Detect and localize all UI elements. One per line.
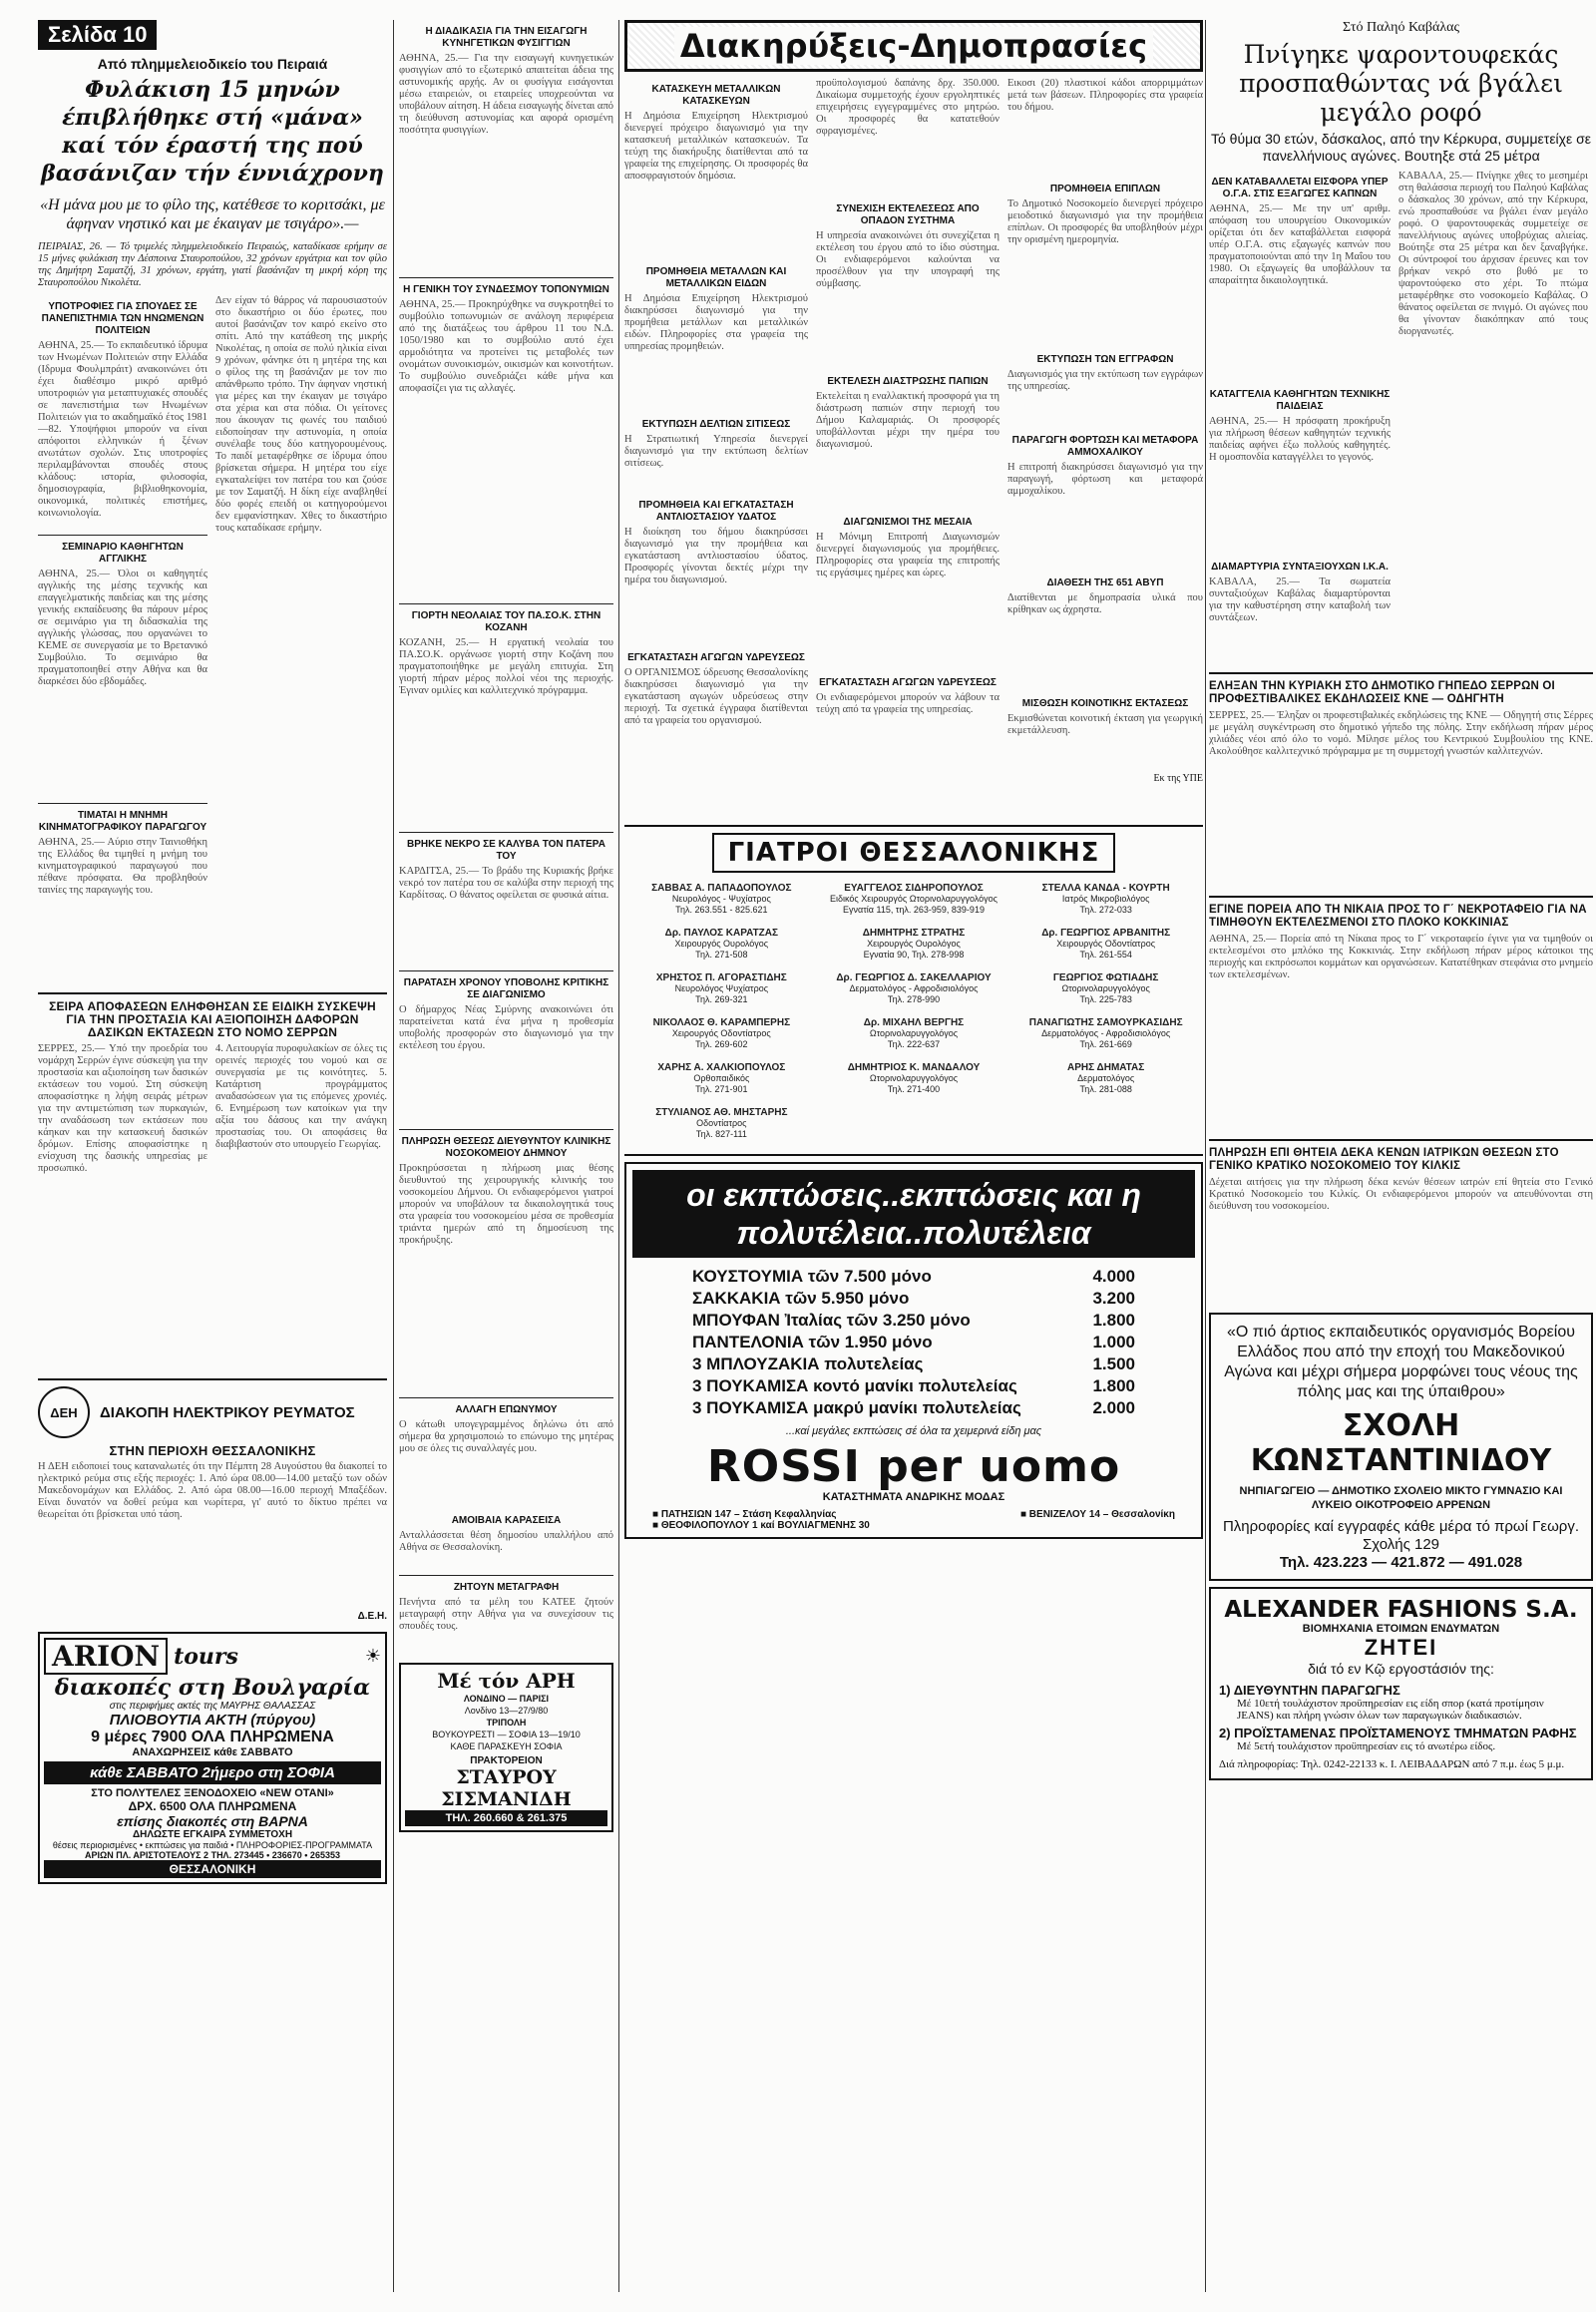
sale-item: ΚΟΥΣΤΟΥΜΙΑ τῶν 7.500 μόνο	[692, 1267, 932, 1286]
doctor-entry	[630, 928, 813, 961]
subhead: Τό θύμα 30 ετών, δάσκαλος, από την Κέρκυρα, συμμετείχε σε πανελλήνιους αγώνες. Βουτηξε στά 25 μέτρα	[1210, 131, 1592, 164]
arion-address: ΑΡΙΩΝ ΠΛ. ΑΡΙΣΤΟΤΕΛΟΥΣ 2 ΤΗΛ. 273445 • 236670 • 265353	[85, 1850, 340, 1860]
doctor-entry	[630, 1017, 813, 1050]
doctor-name: ΝΙΚΟΛΑΟΣ Θ. ΚΑΡΑΜΠΕΡΗΣ	[652, 1017, 791, 1028]
doctor-address: Τηλ. 271-901	[695, 1084, 748, 1094]
alex-for: διά τό εν Κῷ εργοστάσιόν της:	[1308, 1661, 1494, 1677]
doctor-name: Δρ. ΜΙΧΑΗΛ ΒΕΡΓΗΣ	[863, 1017, 965, 1028]
alex-job2: 2) ΠΡΟΪΣΤΑΜΕΝΑΣ ΠΡΟΪΣΤΑΜΕΝΟΥΣ ΤΜΗΜΑΤΩΝ ΡΑΦΗΣ	[1219, 1726, 1577, 1740]
kicker: Από πλημμελειοδικείο του Πειραιά	[97, 56, 328, 72]
doctor-name: ΑΡΗΣ ΔΗΜΑΤΑΣ	[1067, 1062, 1145, 1073]
agency-phone: ΤΗΛ. 260.660 & 261.375	[405, 1810, 607, 1826]
alex-job2-desc: Μέ 5ετή τουλάχιστον προϋπηρεσίαν εις τό ανωτέρω είδος.	[1237, 1740, 1496, 1752]
sale-row	[692, 1288, 1135, 1310]
doctor-name: ΧΡΗΣΤΟΣ Π. ΑΓΟΡΑΣΤΙΔΗΣ	[655, 972, 787, 983]
article-text: ΑΘΗΝΑ, 25.— Για την εισαγωγή κυνηγετικών φυσιγγίων από το εξωτερικό απαιτείται άδεια της αστυνομικής αρχής. Αν οι φυσίγγια εισάγονται μέσω εταιρειών, οι εταιρείες υποχρεούνται να υποβάλουν αίτηση. Η άδεια εισαγωγής δίνεται από τη διεύθυνση αστυνομίας και αφορά ορισμένη ποσότητα φυσιγγίων.	[399, 53, 613, 136]
sale-price: 3.200	[1092, 1289, 1135, 1308]
rossi-address: ■ ΒΕΝΙΖΕΛΟΥ 14 – Θεσσαλονίκη	[1019, 1509, 1175, 1520]
sale-price: 1.500	[1092, 1354, 1135, 1373]
arion-tours: tours	[174, 1643, 238, 1670]
arion-departure: ΑΝΑΧΩΡΗΣΕΙΣ κάθε ΣΑΒΒΑΤΟ	[132, 1746, 293, 1758]
headline-procession: ΕΓΙΝΕ ΠΟΡΕΙΑ ΑΠΟ ΤΗ ΝΙΚΑΙΑ ΠΡΟΣ ΤΟ Γ΄ ΝΕΚΡΟΤΑΦΕΙΟ ΓΙΑ ΝΑ ΤΙΜΗΘΟΥΝ ΕΚΤΕΛΕΣΜΕΝΟΙ ΣΤΟ ΠΛΟΚΟ ΚΟΚΚΙΝΙΑΣ	[1209, 904, 1587, 929]
headline-reconciliation: ΑΜΟΙΒΑΙΑ ΚΑΡΑΣΕΙΣΑ	[451, 1515, 562, 1526]
article-text: ΑΘΗΝΑ, 25.— Πορεία από τη Νίκαια προς το Γ΄ νεκροταφείο έγινε για να τιμηθούν οι εκτελεσμένοι στο μπλόκο της Κοκκινιάς. Στην εκδήλωση πήραν μέρος κάτοικοι της περιοχής και εκπρόσωποι κομμάτων και οργανώσεων. Κατατέθηκαν στεφάνια στο μνημείο των εκτελεσμένων.	[1209, 934, 1593, 980]
doctor-address: Τηλ. 261-554	[1079, 950, 1132, 960]
doctor-entry	[630, 1107, 813, 1140]
article-text: Εκμισθώνεται κοινοτική έκταση για γεωργική εκμετάλλευση.	[1007, 713, 1203, 736]
article-text: ΣΕΡΡΕΣ, 25.— Έληξαν οι προφεστιβαλικές εκδηλώσεις της ΚΝΕ — Οδηγητή στις Σέρρες με μεγάλη συγκέντρωση στο δημοτικό γήπεδο της πόλης. Στην εκδήλωση πήραν μέρος χιλιάδες νέοι από όλο το νομό. Μίλησε μέλος του Κεντρικού Συμβουλίου της ΚΝΕ. Ακολούθησε καλλιτεχνικό πρόγραμμα με τη συμμετοχή γνωστών καλλιτεχνών.	[1209, 710, 1593, 757]
tender-headline: ΠΡΟΜΗΘΕΙΑ ΜΕΤΑΛΛΩΝ ΚΑΙ ΜΕΤΑΛΛΙΚΩΝ ΕΙΔΩΝ	[645, 266, 787, 289]
headline-pensioners: ΔΙΑΜΑΡΤΥΡΙΑ ΣΥΝΤΑΞΙΟΥΧΩΝ Ι.Κ.Α.	[1211, 562, 1389, 573]
doctor-specialty: Ωτορινολαρυγγολόγος	[1061, 983, 1150, 993]
article-text: ΚΑΡΔΙΤΣΑ, 25.— Το βράδυ της Κυριακής βρήκε νεκρό τον πατέρα του σε καλύβα στην περιοχή της Καρδίτσας. Ο θάνατος οφείλεται σε φυσικά αίτια.	[399, 866, 613, 901]
arion-varna: επίσης διακοπές στη ΒΑΡΝΑ	[117, 1813, 308, 1829]
doctor-entry	[630, 1062, 813, 1095]
alex-wants: ΖΗΤΕΙ	[1364, 1635, 1438, 1660]
tender-headline: ΕΚΤΕΛΕΣΗ ΔΙΑΣΤΡΩΣΗΣ ΠΑΠΙΩΝ	[827, 376, 989, 387]
article-text: Δεν είχαν τό θάρρος νά παρουσιαστούν στο δικαστήριο οι δύο έρωτες, που αυτοί βασάνιζαν τον καιρό εκείνο στο σπίτι. Από την κατάθεση της μικρής Νικολέτας, η οποία σε πολύ ηλικία είναι 9 χρόνων, φάνηκε ότι η μητέρα της και ο φίλος της τη βασάνιζαν με τον πιο απάνθρωπο τρόπο. Την άφηναν νηστική για μέρες και την έκαιγαν με τσιγάρο στα χέρια και στα πόδια. Οι γείτονες που άκουγαν τις φωνές του παιδιού ειδοποίησαν την αστυνομία, η οποία συνέλαβε τους δύο κατηγορουμένους. Το παιδί μεταφέρθηκε σε ίδρυμα όπου βρίσκεται σήμερα. Η μητέρα του είχε εγκαταλείψει τον πατέρα του και ζούσε με τον Σαματζή. Η δίκη είχε αναβληθεί δύο φορές επειδή οι κατηγορούμενοι δεν εμφανίστηκαν. Χθες το δικαστήριο τους καταδίκασε ερήμην.	[215, 295, 387, 534]
doctor-name: Δρ. ΠΑΥΛΟΣ ΚΑΡΑΤΖΑΣ	[664, 928, 779, 939]
headline-kne: ΕΛΗΞΑΝ ΤΗΝ ΚΥΡΙΑΚΗ ΣΤΟ ΔΗΜΟΤΙΚΟ ΓΗΠΕΔΟ ΣΕΡΡΩΝ ΟΙ ΠΡΟΦΕΣΤΙΒΑΛΙΚΕΣ ΕΚΔΗΛΩΣΕΙΣ ΚΝΕ — ΟΔΗΓΗΤΗ	[1209, 680, 1555, 705]
arion-sofia-hotel: ΣΤΟ ΠΟΛΥΤΕΛΕΣ ΞΕΝΟΔΟΧΕΙΟ «NEW OTANI»	[91, 1787, 334, 1799]
tender-headline: ΚΑΤΑΣΚΕΥΗ ΜΕΤΑΛΛΙΚΩΝ ΚΑΤΑΣΚΕΥΩΝ	[651, 84, 781, 107]
doctor-address: Τηλ. 269-602	[695, 1039, 748, 1049]
doctor-name: ΕΥΑΓΓΕΛΟΣ ΣΙΔΗΡΟΠΟΥΛΟΣ	[844, 883, 984, 894]
doctor-specialty: Δερματολόγος - Αφροδισιολόγος	[1041, 1028, 1171, 1038]
sale-item: ΠΑΝΤΕΛΟΝΙΑ τῶν 1.950 μόνο	[692, 1333, 933, 1351]
sale-row	[692, 1375, 1135, 1397]
article-text: 4. Λειτουργία πυροφυλακίων σε όλες τις ορεινές περιοχές του νομού και σε συνεργασία με τις κοινότητες. 5. Κατάρτιση προγράμματος αναδασώσεων για τις επόμενες χρονιές. 6. Ενημέρωση των κατοίκων για την αξία του δάσους και την ανάγκη προστασίας του. Οι αποφάσεις θα διαβιβαστούν στο υπουργείο Γεωργίας.	[215, 1043, 387, 1150]
article-text: ΣΕΡΡΕΣ, 25.— Υπό την προεδρία του νομάρχη Σερρών έγινε σύσκεψη για την προστασία και αξιοποίηση των δασικών εκτάσεων του νομού. Στη σύσκεψη αποφασίστηκε η λήψη σειράς μέτρων για την αντιμετώπιση των πυρκαγιών, την αναδάσωση των εκτάσεων που κάηκαν και την κατασκευή δασικών δρόμων. Επίσης αποφασίστηκε η ενίσχυση της δασικής υπηρεσίας με προσωπικό.	[38, 1043, 207, 1174]
sale-banner: οι εκπτώσεις..εκπτώσεις και η πολυτέλεια..πολυτέλεια	[632, 1170, 1195, 1258]
doctor-address: Τηλ. 269-321	[695, 994, 748, 1004]
doctor-address: Τηλ. 263.551 - 825.621	[675, 905, 768, 915]
rossi-address: ■ ΠΑΤΗΣΙΩΝ 147 – Στάση Κεφαλληνίας	[652, 1509, 837, 1520]
article-text: Ανταλλάσσεται θέση δημοσίου υπαλλήλου από Αθήνα σε Θεσσαλονίκη.	[399, 1530, 613, 1553]
column-divider	[1205, 20, 1206, 2292]
school-name: ΣΧΟΛΗ ΚΩΝΣΤΑΝΤΙΝΙΔΟΥ	[1250, 1408, 1552, 1478]
doctor-entry	[1014, 883, 1197, 916]
article-text: ΑΘΗΝΑ, 25.— Με την υπ' αριθμ. απόφαση του υπουργείου Οικονομικών ορίζεται ότι δεν καταβάλλεται εισφορά υπέρ Ο.Γ.Α. στις εξαγωγές καπνών που πραγματοποιούνται από την 1η Μαΐου του 1980. Οι εξαγωγείς θα υποβάλλουν τα απαραίτητα δικαιολογητικά.	[1209, 203, 1391, 286]
doctor-specialty: Χειρουργός Ουρολόγος	[674, 939, 769, 949]
article-text: Η επιτροπή διακηρύσσει διαγωνισμό για την παραγωγή, φόρτωση και μεταφορά αμμοχαλίκου.	[1007, 462, 1203, 497]
headline-pasok: ΓΙΟΡΤΗ ΝΕΟΛΑΙΑΣ ΤΟΥ ΠΑ.ΣΟ.Κ. ΣΤΗΝ ΚΟΖΑΝΗ	[411, 610, 601, 633]
doctor-entry	[823, 928, 1005, 961]
doctors-title: ΓΙΑΤΡΟΙ ΘΕΣΣΑΛΟΝΙΚΗΣ	[712, 833, 1116, 873]
sun-icon: ☀	[364, 1646, 381, 1667]
article-text: Προκηρύσσεται η πλήρωση μιας θέσης διευθυντού της χειρουργικής κλινικής του νοσοκομείου Δήμνου. Οι ενδιαφερόμενοι γιατροί μπορούν να υποβάλουν τα δικαιολογητικά τους στα γραφεία του νοσοκομείου μέσα σε προθεσμία τριάντα ημερών από τη δημοσίευση της προκήρυξης.	[399, 1163, 613, 1246]
article-text: Η υπηρεσία ανακοινώνει ότι συνεχίζεται η εκτέλεση του έργου από το ίδιο σύστημα. Οι ενδιαφερόμενοι καλούνται να προσέλθουν για την υπογραφή της σύμβασης.	[816, 230, 999, 289]
arion-sub: στις περιφήμες ακτές της ΜΑΥΡΗΣ ΘΑΛΑΣΣΑΣ	[109, 1701, 316, 1712]
headline-scholarships: ΥΠΟΤΡΟΦΙΕΣ ΓΙΑ ΣΠΟΥΔΕΣ ΣΕ ΠΑΝΕΠΙΣΤΗΜΙΑ ΤΩΝ ΗΝΩΜΕΝΩΝ ΠΟΛΙΤΕΙΩΝ	[41, 301, 204, 336]
article-text: ΑΘΗΝΑ, 25.— Προκηρύχθηκε να συγκροτηθεί το συμβούλιο τοπωνυμιών σε ανάλογη περιφέρεια από της διατάξεως του άρθρου 11 του Ν.Δ. 1050/1980 και το συμβούλιο αυτό έχει αρμοδιότητα να προτείνει τις μεταβολές των ονομάτων συνοικισμών, οικισμών και κοινοτήτων. Το συμβούλιο συνεδριάζει κάθε μήνα και αποφασίζει για τις αλλαγές.	[399, 299, 613, 394]
tender-headline: ΔΙΑΘΕΣΗ ΤΗΣ 651 ΑΒΥΠ	[1046, 578, 1164, 588]
tenders-banner: Διακηρύξεις-Δημοπρασίες	[624, 20, 1203, 72]
school-phone: Τηλ. 423.223 — 421.872 — 491.028	[1279, 1554, 1523, 1571]
sale-row	[692, 1332, 1135, 1353]
headline-union: Η ΓΕΝΙΚΗ ΤΟΥ ΣΥΝΔΕΣΜΟΥ ΤΟΠΟΝΥΜΙΩΝ	[403, 284, 609, 295]
sale-price: 1.800	[1092, 1376, 1135, 1395]
tender-headline: ΔΙΑΓΩΝΙΣΜΟΙ ΤΗΣ ΜΕΣΑΙΑ	[843, 517, 973, 528]
deh-region: ΣΤΗΝ ΠΕΡΙΟΧΗ ΘΕΣΣΑΛΟΝΙΚΗΣ	[109, 1443, 316, 1458]
doctor-entry	[1014, 1017, 1197, 1050]
article-text: Πενήντα από τα μέλη του ΚΑΤΕΕ ζητούν μεταγραφή στην Αθήνα για να συνεχίσουν τις σπουδές τους.	[399, 1597, 613, 1632]
main-headline: Φυλάκιση 15 μηνών έπιβλήθηκε στή «μάνα» καί τόν έραστή της πού βασάνιζαν τήν έννιάχρονη	[41, 77, 384, 187]
tender-headline: ΕΓΚΑΤΑΣΤΑΣΗ ΑΓΩΓΩΝ ΥΔΡΕΥΣΕΩΣ	[627, 652, 805, 663]
sale-item: 3 ΜΠΛΟΥΖΑΚΙΑ πολυτελείας	[692, 1354, 924, 1373]
deh-logo-icon: ΔΕΗ	[38, 1386, 90, 1438]
doctor-specialty: Δερματολόγος	[1077, 1073, 1135, 1083]
sale-item: ΜΠΟΥΦΑΝ Ἰταλίας τῶν 3.250 μόνο	[692, 1311, 971, 1330]
alex-name: ALEXANDER FASHIONS S.A.	[1224, 1597, 1578, 1623]
sale-row	[692, 1397, 1135, 1419]
headline-extension: ΠΑΡΑΤΑΣΗ ΧΡΟΝΟΥ ΥΠΟΒΟΛΗΣ ΚΡΙΤΙΚΗΣ ΣΕ ΔΙΑΓΩΝΙΣΜΟ	[403, 977, 609, 1000]
doctor-entry	[1014, 972, 1197, 1005]
doctor-name: ΧΑΡΗΣ Α. ΧΑΛΚΙΟΠΟΥΛΟΣ	[657, 1062, 786, 1073]
article-text: Ο κάτωθι υπογεγραμμένος δηλώνω ότι από σήμερα θα χρησιμοποιώ το επώνυμο της μητέρας μου σε όλες τις συναλλαγές μου.	[399, 1419, 613, 1454]
school-ad[interactable]	[1209, 1313, 1593, 1581]
doctor-address: Τηλ. 272-033	[1079, 905, 1132, 915]
rossi-ad[interactable]	[624, 1162, 1203, 1539]
tender-headline: ΣΥΝΕΧΙΣΗ ΕΚΤΕΛΕΣΕΩΣ ΑΠΟ ΟΠΑΔΟΝ ΣΥΣΤΗΜΑ	[836, 203, 980, 226]
article-text: Το Δημοτικό Νοσοκομείο διενεργεί πρόχειρο μειοδοτικό διαγωνισμό για την προμήθεια επίπλων. Οι προσφορές θα υποβληθούν μέχρι την ορισμένη ημερομηνία.	[1007, 198, 1203, 245]
article-text: Διαγωνισμός για την εκτύπωση των εγγράφων της υπηρεσίας.	[1007, 369, 1203, 392]
kicker: Στό Παληό Καβάλας	[1342, 20, 1459, 35]
doctor-entry	[823, 972, 1005, 1005]
sale-row	[692, 1310, 1135, 1332]
arion-sofia: κάθε ΣΑΒΒΑΤΟ 2ήμερο στη ΣΟΦΙΑ	[44, 1761, 381, 1784]
article-text: Οι ενδιαφερόμενοι μπορούν να λάβουν τα τεύχη από τα γραφεία της υπηρεσίας.	[816, 692, 999, 715]
doctor-specialty: Χειρουργός Οδοντίατρος	[1056, 939, 1156, 949]
doctor-address: Τηλ. 225-783	[1079, 994, 1132, 1004]
rossi-address: ■ ΘΕΟΦΙΛΟΠΟΥΛΟΥ 1 καί ΒΟΥΛΙΑΓΜΕΝΗΣ 30	[652, 1520, 870, 1531]
arion-boat: ΠΛΙΟΒΟΥΤΙΑ ΑΚΤΗ (πύργου)	[109, 1712, 316, 1729]
article-text: Δέχεται αιτήσεις για την πλήρωση δέκα κενών θέσεων ιατρών επί θητεία στο Γενικό Κρατικό Νοσοκομείο του Κιλκίς. Οι ενδιαφερόμενοι μπορούν να απευθύνονται στη διεύθυνση του νοσοκομείου.	[1209, 1177, 1593, 1212]
tenders-signature: Εκ της ΥΠΕ	[1153, 773, 1203, 784]
sale-price: 1.800	[1092, 1311, 1135, 1330]
article-text: Η Στρατιωτική Υπηρεσία διενεργεί διαγωνισμό για την εκτύπωση δελτίων σιτίσεως.	[624, 434, 808, 469]
sale-item: 3 ΠΟΥΚΑΜΙΣΑ κοντό μανίκι πολυτελείας	[692, 1376, 1017, 1395]
article-text: Η διοίκηση του δήμου διακηρύσσει διαγωνισμό για την προμήθεια και εγκατάσταση αντλιοστασίου ύδατος. Προσφορές γίνονται δεκτές μέχρι την ημέρα του διαγωνισμού.	[624, 527, 808, 585]
sale-price: 2.000	[1092, 1398, 1135, 1417]
doctor-specialty: Ωτορινολαρυγγολόγος	[869, 1028, 959, 1038]
article-text: Ο ΟΡΓΑΝΙΣΜΟΣ ύδρευσης Θεσσαλονίκης διακηρύσσει διαγωνισμό για την εγκατάσταση αγωγών υδρεύσεως στην περιοχή. Τα σχετικά έγγραφα διατίθενται από τα γραφεία του οργανισμού.	[624, 667, 808, 726]
doctor-name: Δρ. ΓΕΩΡΓΙΟΣ Δ. ΣΑΚΕΛΛΑΡΙΟΥ	[836, 972, 992, 983]
headline-seminar: ΣΕΜΙΝΑΡΙΟ ΚΑΘΗΓΗΤΩΝ ΑΓΓΛΙΚΗΣ	[62, 542, 184, 565]
doctor-name: ΣΤΕΛΛΑ ΚΑΝΔΑ - ΚΟΥΡΤΗ	[1041, 883, 1170, 894]
ari-travel-ad[interactable]	[399, 1663, 613, 1832]
ari-line: ΒΟΥΚΟΥΡΕΣΤΙ — ΣΟΦΙΑ 13—19/10	[432, 1730, 581, 1739]
ari-line: ΚΑΘΕ ΠΑΡΑΣΚΕΥΗ ΣΟΦΙΑ	[450, 1741, 563, 1751]
doctor-address: Εγνατία 90, Τηλ. 278-998	[863, 950, 965, 960]
doctor-specialty: Ειδικός Χειρουργός Ωτορινολαρυγγολόγος	[829, 894, 998, 904]
deh-signature: Δ.Ε.Η.	[357, 1611, 387, 1622]
doctor-specialty: Οδοντίατρος	[696, 1118, 747, 1128]
headline-name-change: ΑΛΛΑΓΗ ΕΠΩΝΥΜΟΥ	[455, 1404, 558, 1415]
arion-price: 9 μέρες 7900 ΟΛΑ ΠΛΗΡΩΜΕΝΑ	[91, 1729, 334, 1745]
article-text: Η Δημόσια Επιχείρηση Ηλεκτρισμού διακηρύσσει διαγωνισμό για την προμήθεια μετάλλων και μεταλλικών ειδών. Πληροφορίες στα γραφεία της υπηρεσίας προμηθειών.	[624, 293, 808, 352]
article-text: Εικοσι (20) πλαστικοί κάδοι απορριμμάτων μετά των βάσεων. Πληροφορίες στα γραφεία του δήμου.	[1007, 78, 1203, 113]
column-divider	[618, 20, 619, 2292]
agency-owner: ΣΤΑΥΡΟΥ ΣΙΣΜΑΝΙΔΗ	[441, 1766, 572, 1810]
school-quote: «Ο πιό άρτιος εκπαιδευτικός οργανισμός Βορείου Ελλάδος που από την εποχή του Μακεδονικού Αγώνα και μέχρι σήμερα μορφώνει τους νέους της πόλης μας και της ύπαιθρου»	[1224, 1324, 1578, 1400]
sale-row	[692, 1353, 1135, 1375]
doctor-entry	[630, 883, 813, 916]
doctor-address: Τηλ. 827-111	[695, 1129, 747, 1139]
sale-item: 3 ΠΟΥΚΑΜΙΣΑ μακρύ μανίκι πολυτελείας	[692, 1398, 1021, 1417]
arion-holidays: διακοπές στη Βουλγαρία	[54, 1675, 371, 1701]
article-text: ΑΘΗΝΑ, 25.— Αύριο στην Ταινιοθήκη της Ελλάδος θα τιμηθεί η μνήμη του κινηματογραφικού παραγωγού που πέθανε πρόσφατα. Θα προβληθούν ταινίες της παραγωγής του.	[38, 837, 207, 896]
tender-headline: ΕΓΚΑΤΑΣΤΑΣΗ ΑΓΩΓΩΝ ΥΔΡΕΥΣΕΩΣ	[819, 677, 997, 688]
arion-note2: θέσεις περιορισμένες • εκπτώσεις για παιδιά • ΠΛΗΡΟΦΟΡΙΕΣ-ΠΡΟΓΡΑΜΜΑΤΑ	[52, 1840, 373, 1850]
article-text: ΑΘΗΝΑ, 25.— Το εκπαιδευτικό ίδρυμα των Ηνωμένων Πολιτειών στην Ελλάδα (Ιδρυμα Φουλμπράιτ) ανακοινώνει ότι έχει διαθέσιμο μικρό αριθμό υποτροφιών για μεταπτυχιακές σπουδές σε πανεπιστήμια των Ηνωμένων Πολιτειών για το ακαδημαϊκό έτος 1981—82. Υποψήφιοι μπορούν να είναι απόφοιτοι ελληνικών ή ξένων ανωτάτων σχολών. Στις υποτροφίες περιλαμβάνονται σπουδές στους κλάδους: ιστορία, φιλοσοφία, δημοσιογραφία, βιβλιοθηκονομία, οικονομικά, πολιτικές επιστήμες, κοινωνιολογία.	[38, 340, 207, 519]
school-info: Πληροφορίες καί εγγραφές κάθε μέρα τό πρωί Γεωργ. Σχολής 129	[1222, 1518, 1580, 1553]
doctor-specialty: Νευρολόγος - Ψυχίατρος	[671, 894, 771, 904]
sale-item: ΣΑΚΚΑΚΙΑ τῶν 5.950 μόνο	[692, 1289, 910, 1308]
doctor-specialty: Ιατρός Μικροβιολόγος	[1061, 894, 1150, 904]
doctor-address: Τηλ. 271-400	[887, 1084, 941, 1094]
column-3	[624, 20, 1203, 1539]
arion-note1: ΔΗΛΩΣΤΕ ΕΓΚΑΙΡΑ ΣΥΜΜΕΤΟΧΗ	[132, 1829, 293, 1840]
article-text: Εκτελείται η εναλλακτική προσφορά για τη διάστρωση παπιών στην περιοχή του Δήμου Καλαμαριάς. Οι προσφορές υποβάλλονται μέχρι την ημέρα του διαγωνισμού.	[816, 391, 999, 450]
headline-hunting: Η ΔΙΑΔΙΚΑΣΙΑ ΓΙΑ ΤΗΝ ΕΙΣΑΓΩΓΗ ΚΥΝΗΓΕΤΙΚΩΝ ΦΥΣΙΓΓΙΩΝ	[425, 26, 588, 49]
headline-oga: ΔΕΝ ΚΑΤΑΒΑΛΛΕΤΑΙ ΕΙΣΦΟΡΑ ΥΠΕΡ Ο.Γ.Α. ΣΤΙΣ ΕΞΑΓΩΓΕΣ ΚΑΠΝΩΝ	[1211, 177, 1389, 199]
doctor-specialty: Ωτορινολαρυγγολόγος	[869, 1073, 959, 1083]
column-2	[399, 20, 613, 1838]
article-text: Η ΔΕΗ ειδοποιεί τους καταναλωτές ότι την Πέμπτη 28 Αυγούστου θα διακοπεί το ηλεκτρικό ρεύμα στις εξής περιοχές: 1. Από ώρα 08.00—14.00 μεταξύ των οδών Μακεδονομάχων και Ελλάδος. 2. Από ώρα 08.00—16.00 περιοχή Μπαξέδων. Είναι δυνατόν να δοθεί ρεύμα και νωρίτερα, γι' αυτό το δίκτυο πρέπει να θεωρείται ότι βρίσκεται υπό τάση.	[38, 1461, 387, 1520]
sale-price-list	[632, 1258, 1195, 1423]
headline-forests: ΣΕΙΡΑ ΑΠΟΦΑΣΕΩΝ ΕΛΗΦΘΗΣΑΝ ΣΕ ΕΙΔΙΚΗ ΣΥΣΚΕΨΗ ΓΙΑ ΤΗΝ ΠΡΟΣΤΑΣΙΑ ΚΑΙ ΑΞΙΟΠΟΙΗΣΗ ΔΑΦΟΡΩΝ ΔΑΣΙΚΩΝ ΕΚΤΑΣΕΩΝ ΣΤΟ ΝΟΜΟ ΣΕΡΡΩΝ	[49, 999, 376, 1039]
main-headline: Πνίγηκε ψαροντουφεκάς προσπαθώντας νά βγάλει μεγάλο ροφό	[1239, 40, 1563, 127]
doctor-name: ΣΑΒΒΑΣ Α. ΠΑΠΑΔΟΠΟΥΛΟΣ	[651, 883, 792, 894]
doctor-entry	[823, 1062, 1005, 1095]
article-text: Ο δήμαρχος Νέας Σμύρνης ανακοινώνει ότι παρατείνεται κατά ένα μήνα η προθεσμία υποβολής προσφορών στο διαγωνισμό για την εκτέλεση του έργου.	[399, 1004, 613, 1051]
tender-headline: ΠΑΡΑΓΩΓΗ ΦΟΡΤΩΣΗ ΚΑΙ ΜΕΤΑΦΟΡΑ ΑΜΜΟΧΑΛΙΚΟΥ	[1011, 435, 1199, 458]
ari-line: ΤΡΙΠΟΛΗ	[486, 1718, 527, 1728]
article-text: ΑΘΗΝΑ, 25.— Όλοι οι καθηγητές αγγλικής της μέσης τεχνικής και επαγγελματικής παιδείας και της μέσης γενικής εκπαίδευσης θα πάρουν μέρος σε σεμινάριο για τη διδασκαλία της αγγλικής γλώσσας, που οργανώνει το ΚΕΜΕ σε συνεργασία με το Βρετανικό Συμβούλιο. Το σεμινάριο θα πραγματοποιηθεί στην Αθήνα και θα διαρκέσει δύο εβδομάδες.	[38, 569, 207, 687]
headline-teachers: ΚΑΤΑΓΓΕΛΙΑ ΚΑΘΗΓΗΤΩΝ ΤΕΧΝΙΚΗΣ ΠΑΙΔΕΙΑΣ	[1209, 389, 1391, 412]
pull-quote: «Η μάνα μου με το φίλο της, κατέθεσε το κοριτσάκι, με άφηναν νηστικό και με έκαιγαν με τσιγάρο».—	[40, 196, 385, 232]
doctor-name: ΓΕΩΡΓΙΟΣ ΦΩΤΙΑΔΗΣ	[1052, 972, 1159, 983]
column-divider	[393, 20, 394, 2292]
tender-headline: ΠΡΟΜΗΘΕΙΑ ΕΠΙΠΛΩΝ	[1049, 184, 1161, 194]
doctor-name: ΠΑΝΑΓΙΩΤΗΣ ΣΑΜΟΥΡΚΑΣΙΔΗΣ	[1028, 1017, 1183, 1028]
headline-found: ΒΡΗΚΕ ΝΕΚΡΟ ΣΕ ΚΑΛΥΒΑ ΤΟΝ ΠΑΤΕΡΑ ΤΟΥ	[407, 839, 605, 862]
sale-price: 4.000	[1092, 1267, 1135, 1286]
sale-row	[692, 1266, 1135, 1288]
doctor-entry	[823, 1017, 1005, 1050]
section-tag: Σελίδα 10	[38, 20, 157, 50]
doctor-address: Τηλ. 222-637	[887, 1039, 941, 1049]
tender-headline: ΠΡΟΜΗΘΕΙΑ ΚΑΙ ΕΓΚΑΤΑΣΤΑΣΗ ΑΝΤΛΙΟΣΤΑΣΙΟΥ ΥΔΑΤΟΣ	[638, 500, 794, 523]
doctor-entry	[1014, 1062, 1197, 1095]
article-text: Η Δημόσια Επιχείρηση Ηλεκτρισμού διενεργεί πρόχειρο διαγωνισμό για την κατασκευή μεταλλικών κατασκευών. Τα τεύχη της διακήρυξης διατίθενται από τα γραφεία της επιχείρησης. Οι προσφορές θα αποσφραγιστούν δημόσια.	[624, 111, 808, 182]
doctor-specialty: Ορθοπαιδικός	[693, 1073, 750, 1083]
sale-note: ...καί μεγάλες εκπτώσεις σέ όλα τα χειμερινά είδη μας	[785, 1425, 1042, 1437]
alex-contact: Διά πληροφορίας: Τηλ. 0242-22133 κ. Ι. ΛΕΙΒΑΔΑΡΩΝ από 7 π.μ. έως 5 μ.μ.	[1219, 1758, 1565, 1770]
doctor-specialty: Χειρουργός Οδοντίατρος	[671, 1028, 771, 1038]
doctor-specialty: Νευρολόγος Ψυχίατρος	[674, 983, 769, 993]
doctors-list	[624, 879, 1203, 1148]
article-text: Διατίθενται με δημοπρασία υλικά που κρίθηκαν ως άχρηστα.	[1007, 592, 1203, 615]
ari-title: Μέ τόν ΑΡΗ	[437, 1669, 576, 1693]
headline-tribute: ΤΙΜΑΤΑΙ Η ΜΝΗΜΗ ΚΙΝΗΜΑΤΟΓΡΑΦΙΚΟΥ ΠΑΡΑΓΩΓΟΥ	[38, 810, 207, 833]
tender-headline: ΕΚΤΥΠΩΣΗ ΔΕΛΤΙΩΝ ΣΙΤΙΣΕΩΣ	[641, 419, 791, 430]
alex-job1-desc: Μέ 10ετή τουλάχιστον προϋπηρεσίαν εις είδη σπορ (κατά προτίμησιν JEANS) και πλήρη γνώσιν όλων των παραγωγικών διαδικασιών.	[1237, 1698, 1544, 1722]
column-1	[38, 20, 387, 1890]
ari-line: Λονδίνο 13—27/9/80	[464, 1706, 549, 1716]
doctor-address: Τηλ. 278-990	[887, 994, 941, 1004]
arion-city: ΘΕΣΣΑΛΟΝΙΚΗ	[44, 1860, 381, 1878]
tender-headline: ΜΙΣΘΩΣΗ ΚΟΙΝΟΤΙΚΗΣ ΕΚΤΑΣΕΩΣ	[1021, 698, 1189, 709]
ari-line: ΛΟΝΔΙΝΟ — ΠΑΡΙΣΙ	[463, 1694, 550, 1704]
lead-paragraph: ΠΕΙΡΑΙΑΣ, 26. — Τό τριμελές πλημμελειοδικείο Πειραιώς, καταδίκασε ερήμην σε 15 μήνες φυλάκιση την Δέσποινα Σταυροπούλου, 32 χρόνων εργάτρια και τον φίλο της Δημήτρη Σαματζή, 31 χρόνων, εργάτη, γιατί βασάνιζαν τη μικρή κόρη της Σταυροπούλου Νικολέτα.	[38, 241, 387, 288]
headline-doctors-posts: ΠΛΗΡΩΣΗ ΕΠΙ ΘΗΤΕΙΑ ΔΕΚΑ ΚΕΝΩΝ ΙΑΤΡΙΚΩΝ ΘΕΣΕΩΝ ΣΤΟ ΓΕΝΙΚΟ ΚΡΑΤΙΚΟ ΝΟΣΟΚΟΜΕΙΟ ΤΟΥ ΚΙΛΚΙΣ	[1209, 1147, 1559, 1172]
article-text: Η Μόνιμη Επιτροπή Διαγωνισμών διενεργεί διαγωνισμούς για προμήθειες. Πληροφορίες στα γραφεία της επιτροπής τις εργάσιμες ημέρες και ώρες.	[816, 532, 999, 578]
doctor-name: ΔΗΜΗΤΡΗΣ ΣΤΡΑΤΗΣ	[862, 928, 966, 939]
column-4	[1209, 20, 1593, 1786]
doctor-entry	[1014, 928, 1197, 961]
rossi-logo: ROSSI per uomo	[706, 1441, 1121, 1492]
school-levels: ΝΗΠΙΑΓΩΓΕΙΟ — ΔΗΜΟΤΙΚΟ ΣΧΟΛΕΙΟ ΜΙΚΤΟ ΓΥΜΝΑΣΙΟ ΚΑΙ ΛΥΚΕΙΟ ΟΙΚΟΤΡΟΦΕΙΟ ΑΡΡΕΝΩΝ	[1239, 1485, 1563, 1511]
sale-price: 1.000	[1092, 1333, 1135, 1351]
doctor-specialty: Δερματολόγος - Αφροδισιολόγος	[849, 983, 979, 993]
doctor-name: Δρ. ΓΕΩΡΓΙΟΣ ΑΡΒΑΝΙΤΗΣ	[1041, 928, 1171, 939]
alexander-fashions-ad[interactable]	[1209, 1587, 1593, 1780]
article-text: ΑΘΗΝΑ, 25.— Η πρόσφατη προκήρυξη για πλήρωση θέσεων καθηγητών τεχνικής παιδείας αφήνει έξω πολλούς καθηγητές. Η ομοσπονδία καταγγέλλει το γεγονός.	[1209, 416, 1391, 463]
article-text: προϋπολογισμού δαπάνης δρχ. 350.000. Δικαίωμα συμμετοχής έχουν εργοληπτικές επιχειρήσεις εγγεγραμμένες στο μητρώο. Οι προσφορές θα κατατεθούν σφραγισμένες.	[816, 78, 999, 137]
article-text: ΚΑΒΑΛΑ, 25.— Τα σωματεία συνταξιούχων Καβάλας διαμαρτύρονται για την καθυστέρηση στην καταβολή των συντάξεων.	[1209, 577, 1391, 623]
doctor-name: ΔΗΜΗΤΡΙΟΣ Κ. ΜΑΝΔΑΛΟΥ	[847, 1062, 981, 1073]
alex-sub: ΒΙΟΜΗΧΑΝΙΑ ΕΤΟΙΜΩΝ ΕΝΔΥΜΑΤΩΝ	[1302, 1623, 1500, 1635]
rossi-subtitle: ΚΑΤΑΣΤΗΜΑΤΑ ΑΝΔΡΙΚΗΣ ΜΟΔΑΣ	[822, 1491, 1005, 1503]
article-text: ΚΟΖΑΝΗ, 25.— Η εργατική νεολαία του ΠΑ.ΣΟ.Κ. οργάνωσε γιορτή στην Κοζάνη που πραγματοποιήθηκε με μεγάλη επιτυχία. Στη γιορτή πήραν μέρος πολλοί νέοι της περιοχής. Έγιναν ομιλίες και καλλιτεχνικό πρόγραμμα.	[399, 637, 613, 696]
doctor-address: Τηλ. 281-088	[1079, 1084, 1132, 1094]
doctor-entry	[630, 972, 813, 1005]
arion-ad[interactable]	[38, 1632, 387, 1884]
article-text: ΚΑΒΑΛΑ, 25.— Πνίγηκε χθες το μεσημέρι στη θαλάσσια περιοχή του Παληού Καβάλας ο δάσκαλος 30 χρόνων, από την Κέρκυρα, ενώ προσπαθούσε να βγάλει έναν μεγάλο ροφό. Ο ψαροντουφεκάς συμμετείχε σε πανελλήνιους αγώνες υποβρύχιας αλιείας. Βούτηξε στα 25 μέτρα και δεν ξαναβγήκε. Οι σύντροφοί του άρχισαν έρευνες και τον βρήκαν νεκρό στο βυθό με το ψαροντούφεκο στο χέρι. Το πτώμα μεταφέρθηκε στο νοσοκομείο Καβάλας. Ο θάνατος οφείλεται σε πνιγμό. Οι αγώνες που θα γίνονταν διακόπηκαν από τους διοργανωτές.	[1398, 171, 1588, 337]
tender-headline: ΕΚΤΥΠΩΣΗ ΤΩΝ ΕΓΓΡΑΦΩΝ	[1036, 354, 1174, 365]
deh-title: ΔΙΑΚΟΠΗ ΗΛΕΚΤΡΙΚΟΥ ΡΕΥΜΑΤΟΣ	[100, 1403, 355, 1421]
arion-sofia-price: ΔΡΧ. 6500 ΟΛΑ ΠΛΗΡΩΜΕΝΑ	[128, 1799, 297, 1813]
agency-label: ΠΡΑΚΤΟΡΕΙΟΝ	[470, 1755, 543, 1766]
alex-job1: 1) ΔΙΕΥΘΥΝΤΗΝ ΠΑΡΑΓΩΓΗΣ	[1219, 1683, 1400, 1698]
doctor-address: Τηλ. 261-669	[1079, 1039, 1132, 1049]
headline-transfer: ΖΗΤΟΥΝ ΜΕΤΑΓΡΑΦΗ	[453, 1582, 560, 1593]
doctor-entry	[823, 883, 1005, 916]
doctor-specialty: Χειρουργός Ουρολόγος	[867, 939, 961, 949]
arion-brand: ARION	[44, 1638, 168, 1675]
doctor-address: Τηλ. 271-508	[695, 950, 748, 960]
headline-hospital: ΠΛΗΡΩΣΗ ΘΕΣΕΩΣ ΔΙΕΥΘΥΝΤΟΥ ΚΛΙΝΙΚΗΣ ΝΟΣΟΚΟΜΕΙΟΥ ΔΗΜΝΟΥ	[401, 1136, 611, 1159]
doctor-name: ΣΤΥΛΙΑΝΟΣ ΑΘ. ΜΗΣΤΑΡΗΣ	[655, 1107, 788, 1118]
doctor-address: Εγνατία 115, τηλ. 263-959, 839-919	[843, 905, 985, 915]
